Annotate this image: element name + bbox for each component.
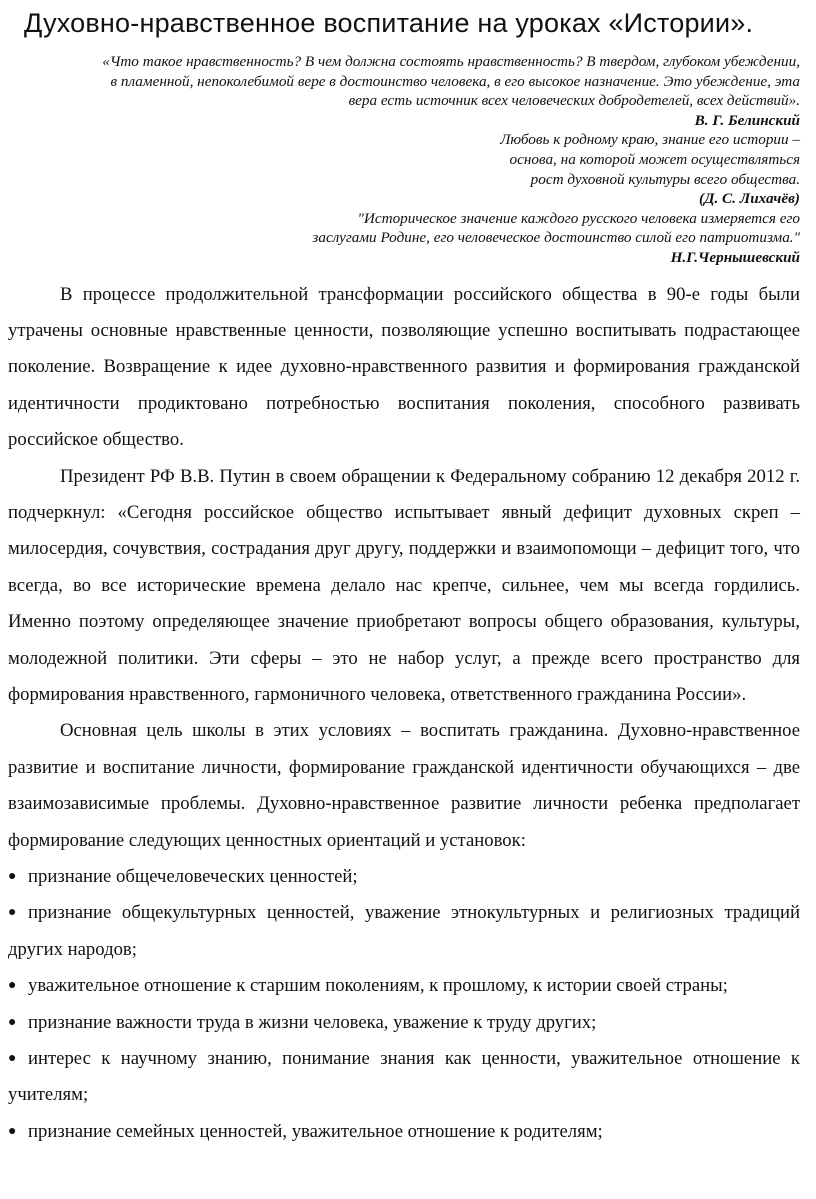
list-item — [8, 1114, 800, 1150]
list-item — [8, 895, 800, 968]
list-item-text: признание семейных ценностей, уважительное отношение к родителям; — [28, 1120, 603, 1142]
epigraph-line: вера есть источник всех человеческих добродетелей, всех действий». — [348, 92, 800, 110]
list-item — [8, 1041, 800, 1114]
bullet-icon: ● — [8, 1014, 17, 1030]
epigraph-chernyshevsky — [16, 209, 800, 268]
list-item-text: признание общекультурных ценностей, уважение этнокультурных и религиозных традиций других народов; — [8, 902, 800, 960]
list-item — [8, 1005, 800, 1041]
epigraph-line: в пламенной, непоколебимой вере в достоинство человека, в его высокое назначение. Это убеждение, эта — [110, 72, 800, 90]
list-item — [8, 859, 800, 895]
epigraph-line: основа, на которой может осуществляться — [509, 150, 800, 168]
values-list — [8, 859, 800, 1150]
bullet-icon: ● — [8, 1123, 17, 1139]
epigraph-author: Н.Г.Чернышевский — [670, 248, 800, 266]
epigraph-line: заслугами Родине, его человеческое достоинство силой его патриотизма." — [312, 229, 800, 247]
epigraph-line: рост духовной культуры всего общества. — [530, 170, 800, 188]
bullet-icon: ● — [8, 869, 17, 885]
list-item — [8, 968, 800, 1004]
document-body — [8, 277, 800, 1151]
bullet-icon: ● — [8, 905, 17, 921]
paragraph: Основная цель школы в этих условиях – воспитать гражданина. Духовно-нравственное развитие и воспитание личности, формирование гражданской идентичности обучающихся – две взаимозависимые проблемы. Духовно-нравственное развитие личности ребенка предполагает формирование следующих ценностных ориентаций и установок: — [8, 720, 800, 851]
bullet-icon: ● — [8, 978, 17, 994]
paragraph: Президент РФ В.В. Путин в своем обращении к Федеральному собранию 12 декабря 2012 г. подчеркнул: «Сегодня российское общество испытывает явный дефицит духовных скреп – милосердия, сочувствия, сострадания друг другу, поддержки и взаимопомощи – дефицит того, что всегда, во все исторические времена делало нас крепче, сильнее, чем мы всегда гордились. Именно поэтому определяющее значение приобретают вопросы общего образования, культуры, молодежной политики. Эти сферы – это не набор услуг, а прежде всего пространство для формирования нравственного, гармоничного человека, ответственного гражданина России». — [8, 465, 800, 705]
epigraph-author: (Д. С. Лихачёв) — [699, 190, 800, 208]
list-item-text: признание общечеловеческих ценностей; — [28, 866, 358, 888]
list-item-text: признание важности труда в жизни человека, уважение к труду других; — [28, 1011, 597, 1033]
epigraph-likhachev — [16, 130, 800, 208]
epigraph-belinsky — [16, 52, 800, 130]
epigraph-line: «Что такое нравственность? В чем должна состоять нравственность? В твердом, глубоком убеждении, — [102, 53, 800, 70]
epigraph-line: Любовь к родному краю, знание его истории – — [500, 131, 800, 149]
bullet-icon: ● — [8, 1051, 17, 1067]
list-item-text: интерес к научному знанию, понимание знания как ценности, уважительное отношение к учителям; — [8, 1048, 800, 1106]
epigraphs — [8, 52, 800, 268]
document-title: Духовно-нравственное воспитание на уроках «Истории». — [24, 8, 754, 38]
list-item-text: уважительное отношение к старшим поколениям, к прошлому, к истории своей страны; — [28, 975, 728, 997]
epigraph-author: В. Г. Белинский — [694, 111, 800, 129]
paragraph: В процессе продолжительной трансформации российского общества в 90-е годы были утрачены основные нравственные ценности, позволяющие успешно воспитывать подрастающее поколение. Возвращение к идее духовно-нравственного развития и формирования гражданской идентичности продиктовано потребностью воспитания поколения, способного развивать российское общество. — [8, 283, 800, 451]
epigraph-line: "Историческое значение каждого русского человека измеряется его — [357, 209, 800, 227]
